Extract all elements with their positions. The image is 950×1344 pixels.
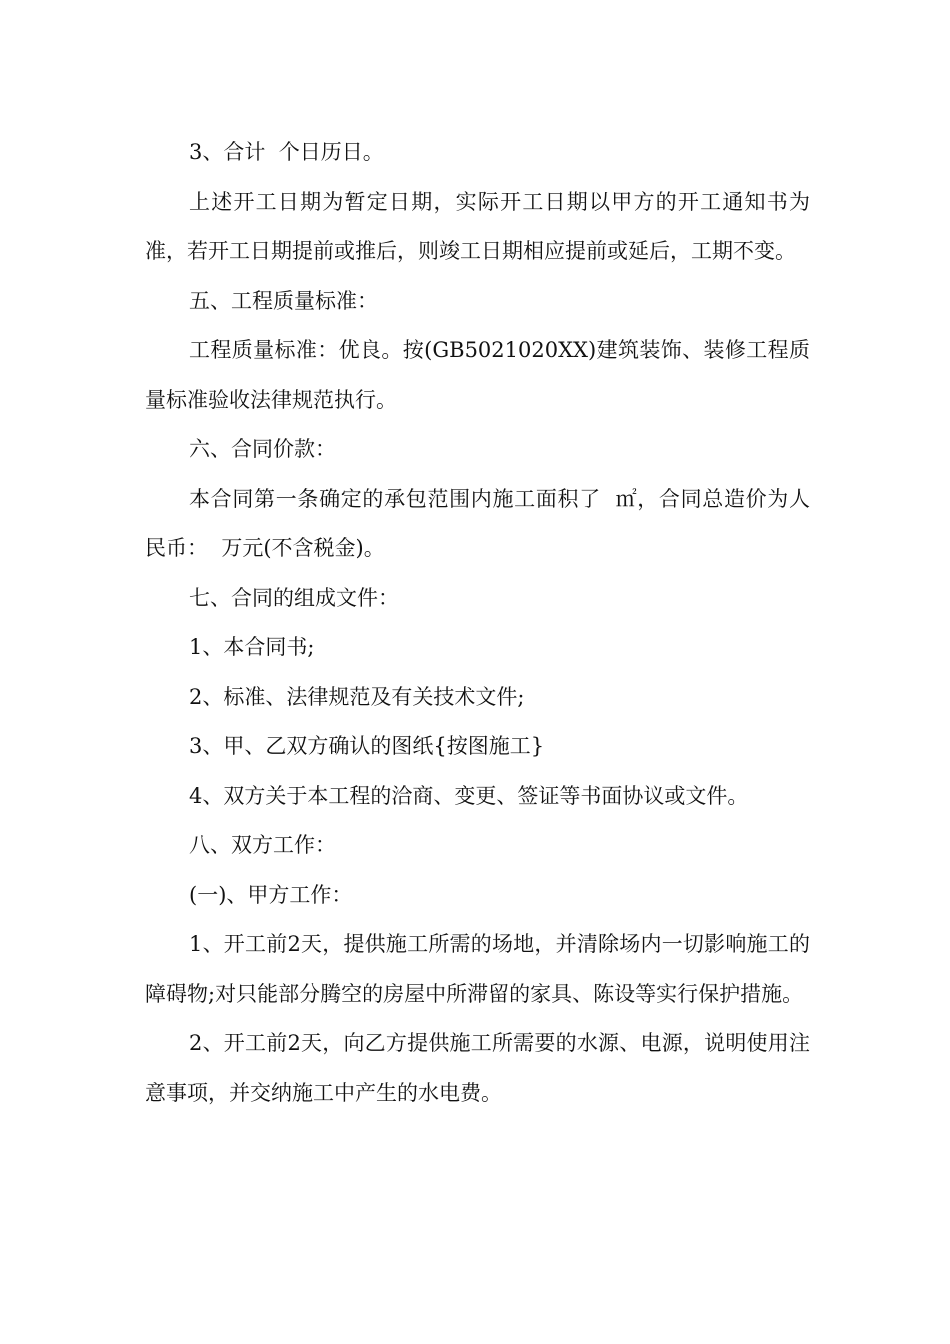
section-heading-duties: 八、双方工作： [189,833,336,857]
document-body [145,128,810,1118]
paragraph-total-days: 3、合计 个日历日。 [189,140,384,164]
subsection-heading-party-a: (一)、甲方工作： [189,882,353,907]
list-item-document-4: 4、双方关于本工程的洽商、变更、签证等书面协议或文件。 [189,783,749,808]
list-item-duty-1: 1、开工前2天，提供施工所需的场地，并清除场内一切影响施工的障碍物;对只能部分腾空的房屋中所滞留的家具、陈设等实行保护措施。 [145,932,810,1006]
list-item-document-1: 1、本合同书; [189,635,315,659]
section-heading-price: 六、合同价款： [189,437,336,461]
list-item-document-3: 3、甲、乙双方确认的图纸{按图施工} [189,734,545,758]
list-item-document-2: 2、标准、法律规范及有关技术文件; [189,684,525,709]
section-heading-documents: 七、合同的组成文件： [189,585,399,610]
paragraph-start-date-note: 上述开工日期为暂定日期，实际开工日期以甲方的开工通知书为准，若开工日期提前或推后，则竣工日期相应提前或延后，工期不变。 [145,189,810,263]
section-heading-quality: 五、工程质量标准： [189,288,378,313]
paragraph-contract-price: 本合同第一条确定的承包范围内施工面积了 ㎡，合同总造价为人民币： 万元(不含税金)。 [145,486,810,560]
paragraph-quality-standard: 工程质量标准：优良。按(GB5021020XX)建筑装饰、装修工程质量标准验收法律规范执行。 [145,338,810,412]
list-item-duty-2: 2、开工前2天，向乙方提供施工所需要的水源、电源，说明使用注意事项，并交纳施工中产生的水电费。 [145,1031,810,1105]
